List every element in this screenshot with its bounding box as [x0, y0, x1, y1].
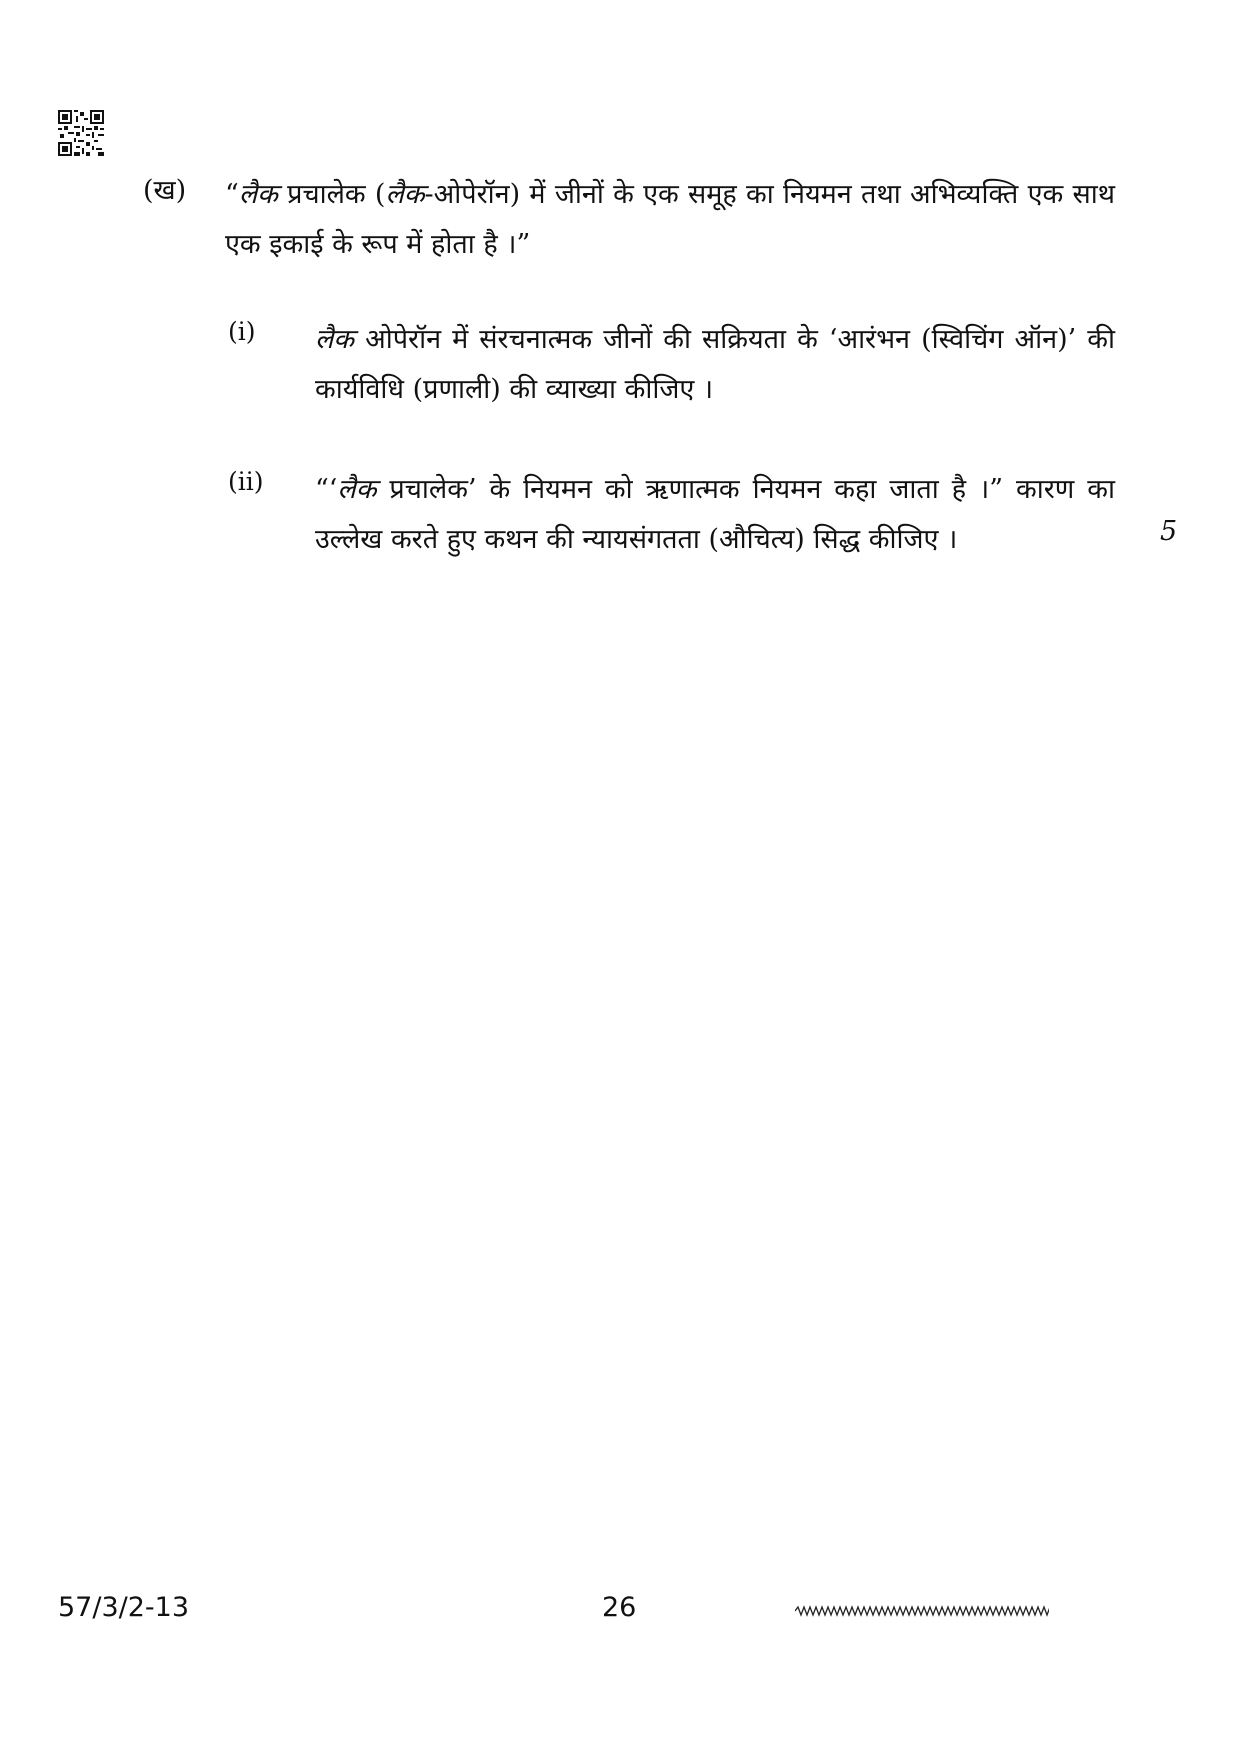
- lac-term: लैक: [315, 324, 355, 355]
- page-number: 26: [602, 1592, 637, 1623]
- subpart-ii-body: प्रचालेक’ के नियमन को ऋणात्मक नियमन कहा जाता है ।” कारण का उल्लेख करते हुए कथन की न्यायसंगतता (औचित्य) सिद्ध कीजिए ।: [315, 474, 1115, 555]
- quote-open: “: [225, 179, 239, 210]
- subpart-i-body: ओपेरॉन में संरचनात्मक जीनों की सक्रियता के ‘आरंभन (स्विचिंग ऑन)’ की कार्यविधि (प्रणाली) की व्याख्या कीजिए ।: [315, 324, 1115, 405]
- question-text-part1: प्रचालेक (: [277, 179, 386, 210]
- quote-open: “‘: [315, 474, 338, 505]
- lac-term: लैक: [385, 179, 425, 210]
- question-label: (ख): [143, 175, 187, 206]
- subpart-i-text: [315, 315, 1115, 415]
- paper-code: 57/3/2-13: [58, 1592, 190, 1623]
- qr-code-icon: [58, 110, 104, 156]
- lac-term: लैक: [337, 474, 377, 505]
- question-text-part2: -ओपेरॉन) में जीनों के एक समूह का नियमन तथा अभिव्यक्ति एक साथ एक इकाई के रूप में होता है ।”: [225, 179, 1115, 260]
- lac-term: लैक: [238, 179, 278, 210]
- subpart-ii-text: [315, 465, 1115, 565]
- wavy-line-decoration: [795, 1604, 1049, 1618]
- question-text: [225, 170, 1115, 270]
- subpart-ii-label: (ii): [228, 467, 264, 496]
- subpart-i-label: (i): [228, 317, 256, 346]
- marks: 5: [1160, 516, 1178, 547]
